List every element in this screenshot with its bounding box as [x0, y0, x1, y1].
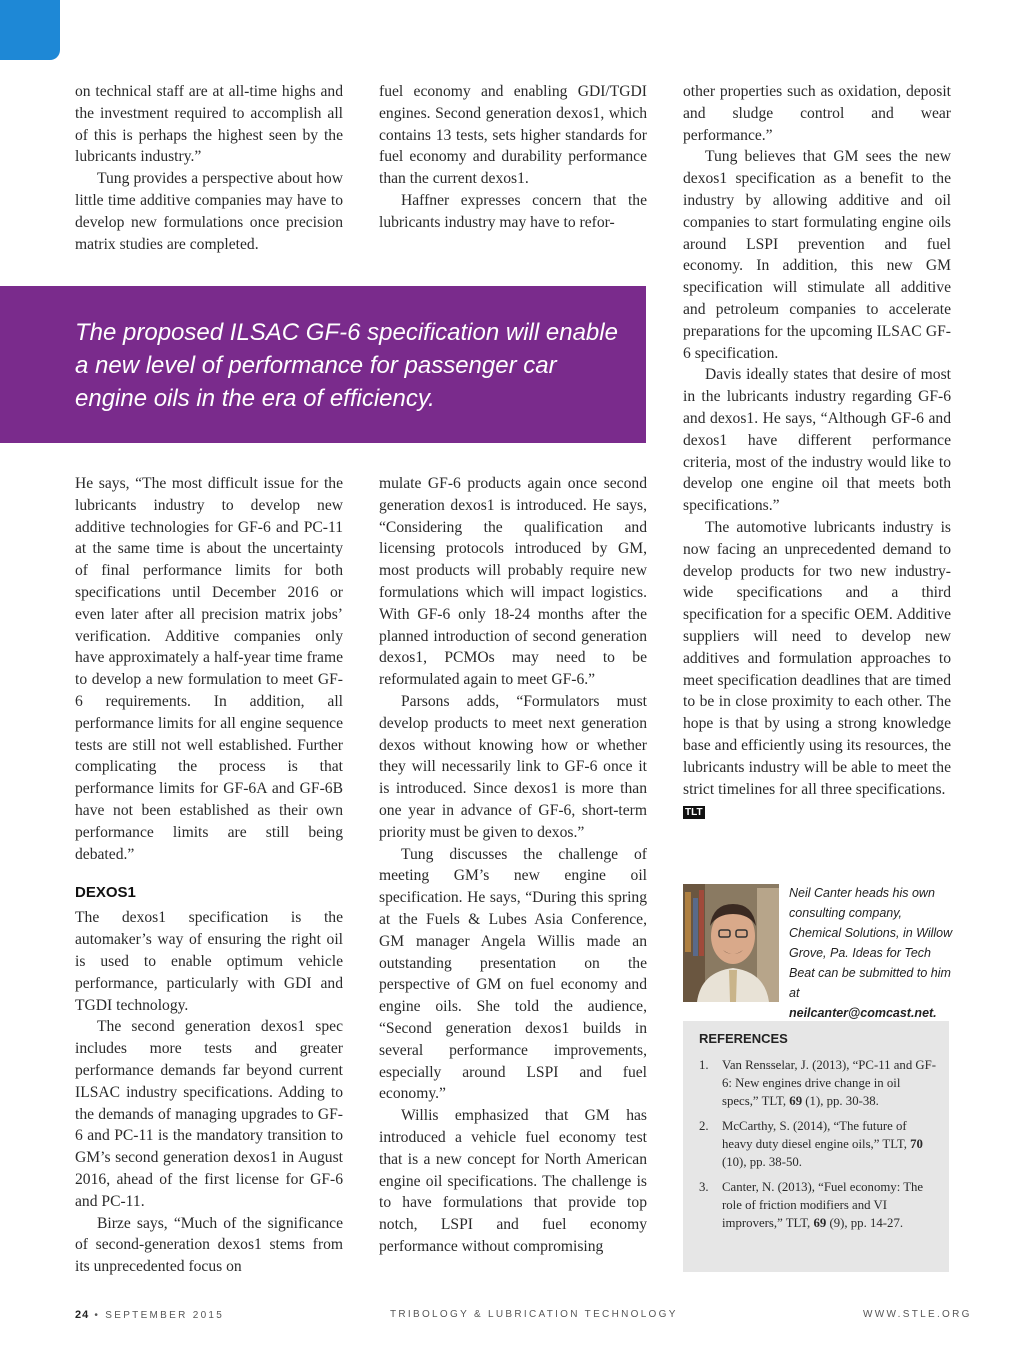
paragraph: Birze says, “Much of the significance of second-generation dexos1 stems from its unprecedented focus on	[75, 1214, 343, 1276]
column-2-bottom	[379, 473, 647, 1258]
reference-volume: 69	[813, 1216, 827, 1230]
reference-item	[699, 1117, 939, 1171]
reference-volume: 69	[789, 1094, 803, 1108]
reference-text: McCarthy, S. (2014), “The future of heavy duty diesel engine oils,” TLT,	[722, 1119, 907, 1151]
paragraph: Tung provides a perspective about how little time additive companies may have to develop new formulations once precision matrix studies are completed.	[75, 170, 343, 253]
page-number: 24	[75, 1309, 90, 1321]
paragraph: Parsons adds, “Formulators must develop products to meet next generation dexos without knowing how or whether they will necessarily link to GF-6 once it is introduced. Since dexos1 is more than one year in advance of GF-6, short-term priority must be given to dexos.”	[379, 692, 647, 841]
paragraph: Tung discusses the challenge of meeting GM’s new engine oil specification. He says, “During this spring at the Fuels & Lubes Asia Conference, GM manager Angela Willis made an outstanding presentation on the perspective of GM on fuel economy and engine oils. She told the audience, “Second generation dexos1 builds in several performance improvements, especially around LSPI and fuel economy.”	[379, 845, 647, 1103]
author-bio-text: Neil Canter heads his own consulting company, Chemical Solutions, in Willow Grove, Pa. Ideas for Tech Beat can be submitted to him at	[789, 886, 953, 1000]
references-box	[683, 1021, 949, 1272]
footer-separator: •	[94, 1310, 101, 1321]
paragraph: Haffner expresses concern that the lubricants industry may have to refor-	[379, 191, 647, 231]
issue-date: SEPTEMBER 2015	[105, 1310, 225, 1321]
reference-number: 2.	[699, 1119, 709, 1133]
reference-number: 1.	[699, 1058, 709, 1072]
paragraph: He says, “The most difficult issue for the lubricants industry to develop new additive technologies for GF-6 and PC-11 at the same time is about the uncertainty of final performance limits for both specifications until December 2016 or even later after all precision matrix jobs’ verification. Additive companies only have approximately a half-year time frame to develop a new formulation to meet GF-6 requirements. In addition, all performance limits for all engine sequence tests are still not well established. Further complicating the process is that performance limits for GF-6A and GF-6B have not been established as their own performance limits are still being debated.”	[75, 475, 343, 863]
reference-text: Van Rensselar, J. (2013), “PC-11 and GF-6: New engines drive change in oil specs,” TLT,	[722, 1058, 937, 1108]
paragraph: fuel economy and enabling GDI/TGDI engines. Second generation dexos1, which contains 13 tests, sets higher standards for fuel economy and durability performance than the current dexos1.	[379, 83, 647, 188]
references-heading: REFERENCES	[699, 1031, 788, 1046]
paragraph: Davis ideally states that desire of most in the lubricants industry regarding GF-6 and dexos1. He says, “Although GF-6 and dexos1 have different performance criteria, most of the industry would like to develop one engine oil that meets both specifications.”	[683, 366, 951, 515]
reference-pages: (1), pp. 30-38.	[805, 1094, 879, 1108]
paragraph: Willis emphasized that GM has introduced a vehicle fuel economy test that is a new concept for North American engine oil specifications. The challenge is to have formulations that provide top notch, LSPI and fuel economy performance without compromising	[379, 1107, 647, 1255]
paragraph: Tung believes that GM sees the new dexos1 specification as a benefit to the industry by allowing additive and oil companies to start formulating engine oils around LSPI prevention and fuel economy. In addition, this new GM specification will stimulate all additive and petroleum companies to accelerate preparations for the upcoming ILSAC GF-6 specification.	[683, 148, 951, 362]
paragraph: The dexos1 specification is the automaker’s way of ensuring the right oil is used to enable optimum vehicle performance, particularly with GDI and TGDI technology.	[75, 909, 343, 1014]
reference-number: 3.	[699, 1180, 709, 1194]
reference-text: Canter, N. (2013), “Fuel economy: The role of friction modifiers and VI improvers,” TLT,	[722, 1180, 924, 1230]
column-2-top	[379, 81, 647, 234]
pull-quote	[0, 286, 646, 443]
reference-volume: 70	[910, 1137, 923, 1151]
pull-quote-text: The proposed ILSAC GF-6 specification will enable a new level of performance for passenger car engine oils in the era of efficiency.	[75, 319, 618, 412]
references-list	[699, 1056, 939, 1239]
paragraph: mulate GF-6 products again once second generation dexos1 is introduced. He says, “Considering the qualification and licensing protocols introduced by GM, most products will probably require new formulations which will impact logistics. With GF-6 only 18-24 months after the planned introduction of second generation dexos1, PCMOs may need to be reformulated again to meet GF-6.”	[379, 475, 647, 689]
publication-name: TRIBOLOGY & LUBRICATION TECHNOLOGY	[390, 1309, 678, 1320]
paragraph: The second generation dexos1 spec includes more tests and greater performance demands far beyond current ILSAC industry specifications. Adding to the demands of managing upgrades to GF-6 and PC-11 is the mandatory transition to GM’s second generation dexos1 in August 2016, ahead of the first license for GF-6 and PC-11.	[75, 1018, 343, 1210]
reference-item	[699, 1056, 939, 1110]
paragraph: other properties such as oxidation, deposit and sludge control and wear performance.”	[683, 83, 951, 144]
author-photo	[683, 884, 779, 1002]
paragraph: on technical staff are at all-time highs and the investment required to accomplish all of this is perhaps the highest seen by the lubricants industry.”	[75, 83, 343, 166]
tlt-end-mark: TLT	[685, 807, 703, 819]
reference-pages: (9), pp. 14-27.	[829, 1216, 904, 1230]
reference-pages: (10), pp. 38-50.	[722, 1155, 802, 1169]
website: WWW.STLE.ORG	[863, 1309, 972, 1320]
author-email: neilcanter@comcast.net.	[789, 1006, 937, 1020]
footer-page-info	[75, 1309, 224, 1321]
column-3	[683, 81, 951, 822]
subheading: DEXOS1	[75, 884, 136, 902]
column-1-bottom	[75, 473, 343, 1278]
corner-tab	[0, 0, 60, 60]
column-1-top	[75, 81, 343, 255]
reference-item	[699, 1178, 939, 1232]
author-bio	[789, 883, 954, 1023]
paragraph: The automotive lubricants industry is now facing an unprecedented demand to develop products for two new industry-wide specifications and a third specification for a specific OEM. Additive suppliers will need to develop new additives and formulation approaches to meet specification deadlines that are timed to be in close proximity to each other. The hope is that by using a strong knowledge base and efficiently using its resources, the lubricants industry will be able to meet the strict timelines for all three specifications.	[683, 518, 951, 798]
